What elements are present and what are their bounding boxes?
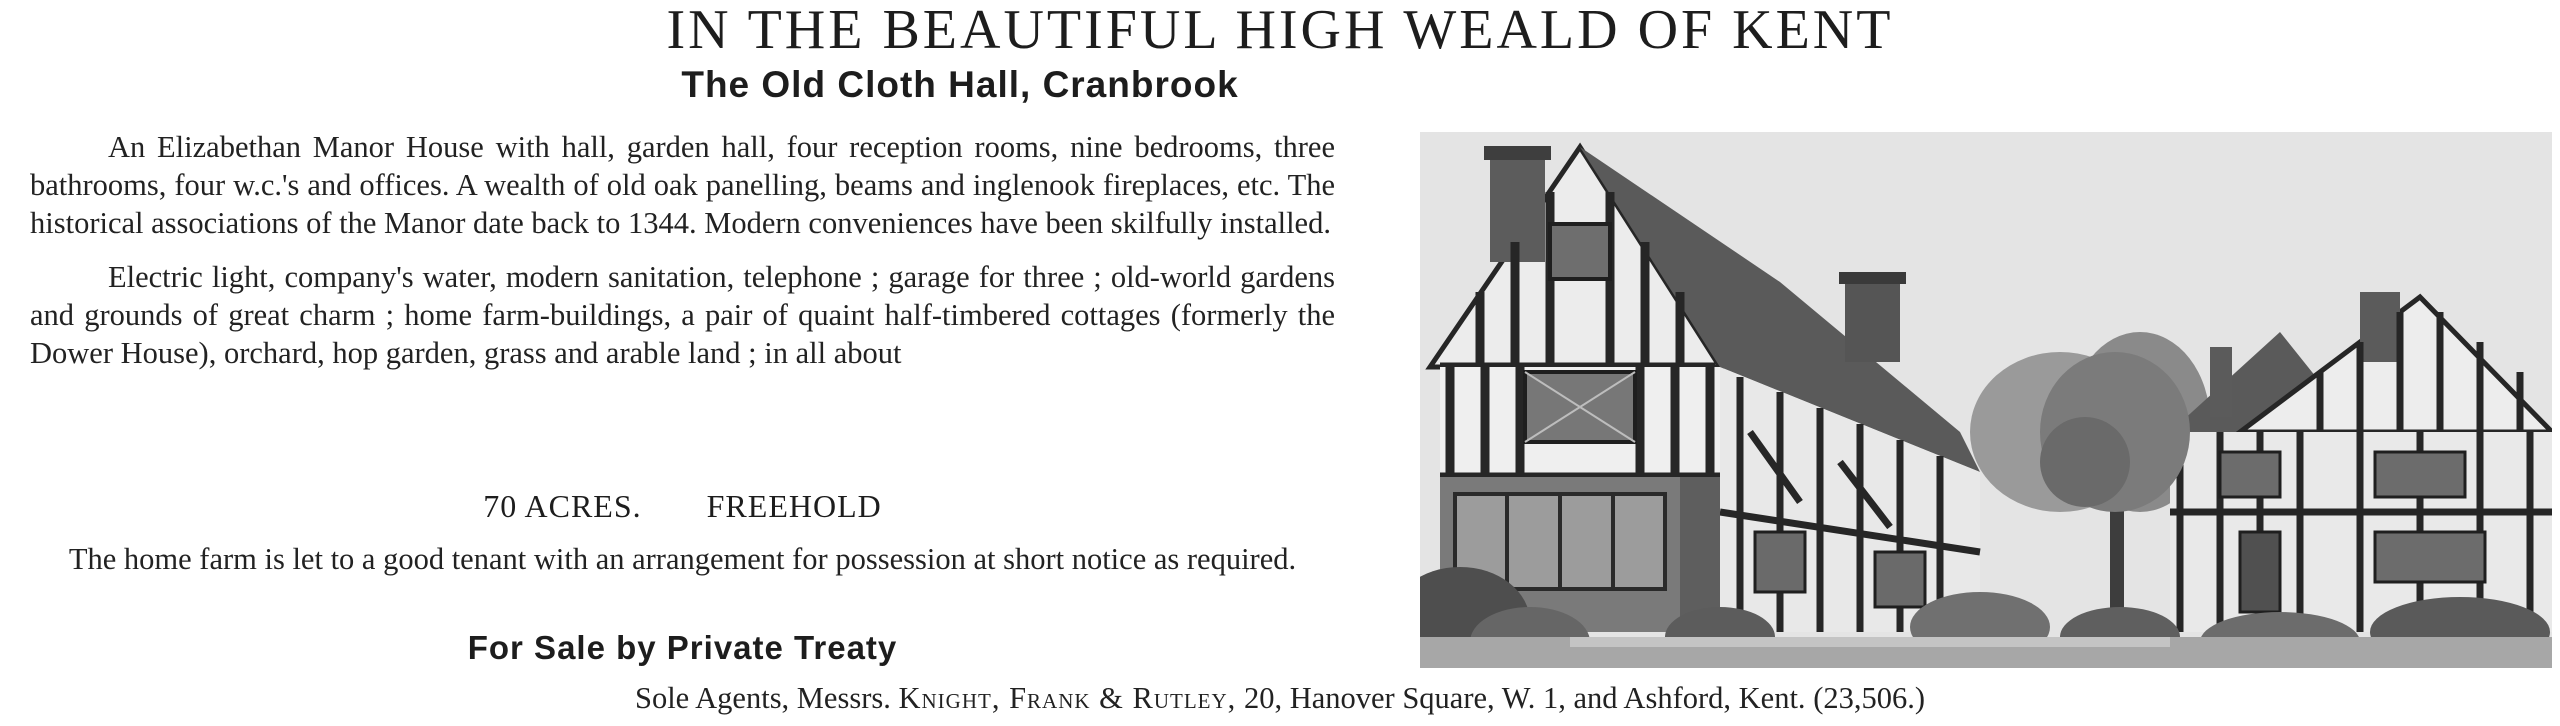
agents-firm: Knight, Frank & Rutley, xyxy=(898,681,1237,715)
agents-line xyxy=(0,678,2560,718)
property-name: The Old Cloth Hall, Cranbrook xyxy=(681,64,1239,105)
description-paragraph-1: An Elizabethan Manor House with hall, garden hall, four reception rooms, nine bedrooms, three bathrooms, four w.c.'s and offices. A wealth of old oak panelling, beams and inglenook fireplaces, etc. The historical associations of the Manor date back to 1344. Modern conveniences have been skilfully installed. xyxy=(30,130,1335,240)
headline: IN THE BEAUTIFUL HIGH WEALD OF KENT xyxy=(666,0,1894,61)
agents-address: 20, Hanover Square, W. 1, and Ashford, Kent. xyxy=(1243,681,1806,715)
acreage-line xyxy=(30,486,1335,526)
reference-number: (23,506.) xyxy=(1813,681,1926,715)
manor-house-photo xyxy=(1420,132,2552,668)
agents-prefix: Sole Agents, Messrs. xyxy=(634,681,891,715)
sale-method: For Sale by Private Treaty xyxy=(467,629,898,666)
description-column xyxy=(30,128,1335,388)
description-paragraph-2: Electric light, company's water, modern sanitation, telephone ; garage for three ; old-world gardens and grounds of great charm ; home farm-buildings, a pair of quaint half-timbered cottages (formerly the Dower House), orchard, hop garden, grass and arable land ; in all about xyxy=(30,260,1335,370)
tenant-note: The home farm is let to a good tenant with an arrangement for possession at short notice as required. xyxy=(68,542,1297,576)
tenure: FREEHOLD xyxy=(706,488,882,524)
acreage: 70 ACRES. xyxy=(483,488,642,524)
manor-house-illustration xyxy=(1420,132,2552,668)
